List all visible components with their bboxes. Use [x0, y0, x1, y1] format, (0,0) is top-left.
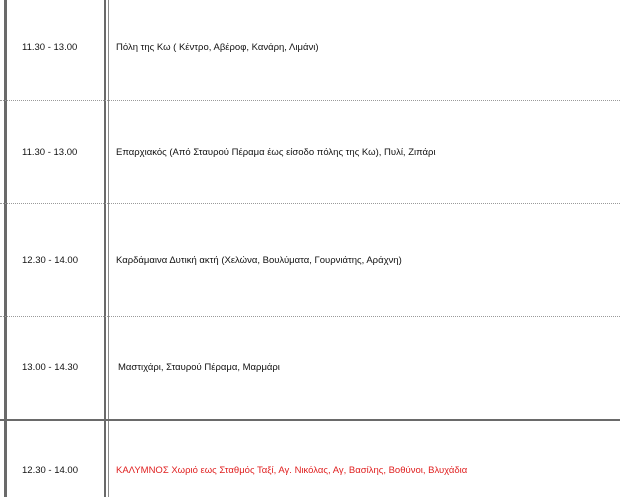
area-cell: Καρδάμαινα Δυτική ακτή (Χελώνα, Βουλύματα, Γουρνιάτης, Αράχνη) — [116, 255, 402, 266]
time-cell: 11.30 - 13.00 — [22, 42, 78, 53]
area-cell-highlighted: ΚΑΛΥΜΝΟΣ Χωριό εως Σταθμός Ταξί, Αγ. Νικόλας, Αγ, Βασίλης, Βοθύνοι, Βλυχάδια — [116, 465, 468, 476]
column-divider-inner — [108, 0, 109, 497]
area-cell: Επαρχιακός (Από Σταυρού Πέραμα έως είσοδο πόλης της Κω), Πυλί, Ζιπάρι — [116, 147, 436, 158]
time-cell: 12.30 - 14.00 — [22, 255, 78, 266]
table-left-border — [4, 0, 7, 497]
column-divider — [104, 0, 106, 497]
row-separator — [0, 100, 620, 101]
area-cell: Πόλη της Κω ( Κέντρο, Αβέροφ, Κανάρη, Λιμάνι) — [116, 42, 319, 53]
row-separator — [0, 316, 620, 317]
row-separator — [0, 419, 620, 421]
time-cell: 11.30 - 13.00 — [22, 147, 78, 158]
time-cell: 12.30 - 14.00 — [22, 465, 78, 476]
row-separator — [0, 203, 620, 204]
time-cell: 13.00 - 14.30 — [22, 362, 78, 373]
area-cell: Μαστιχάρι, Σταυρού Πέραμα, Μαρμάρι — [118, 362, 280, 373]
